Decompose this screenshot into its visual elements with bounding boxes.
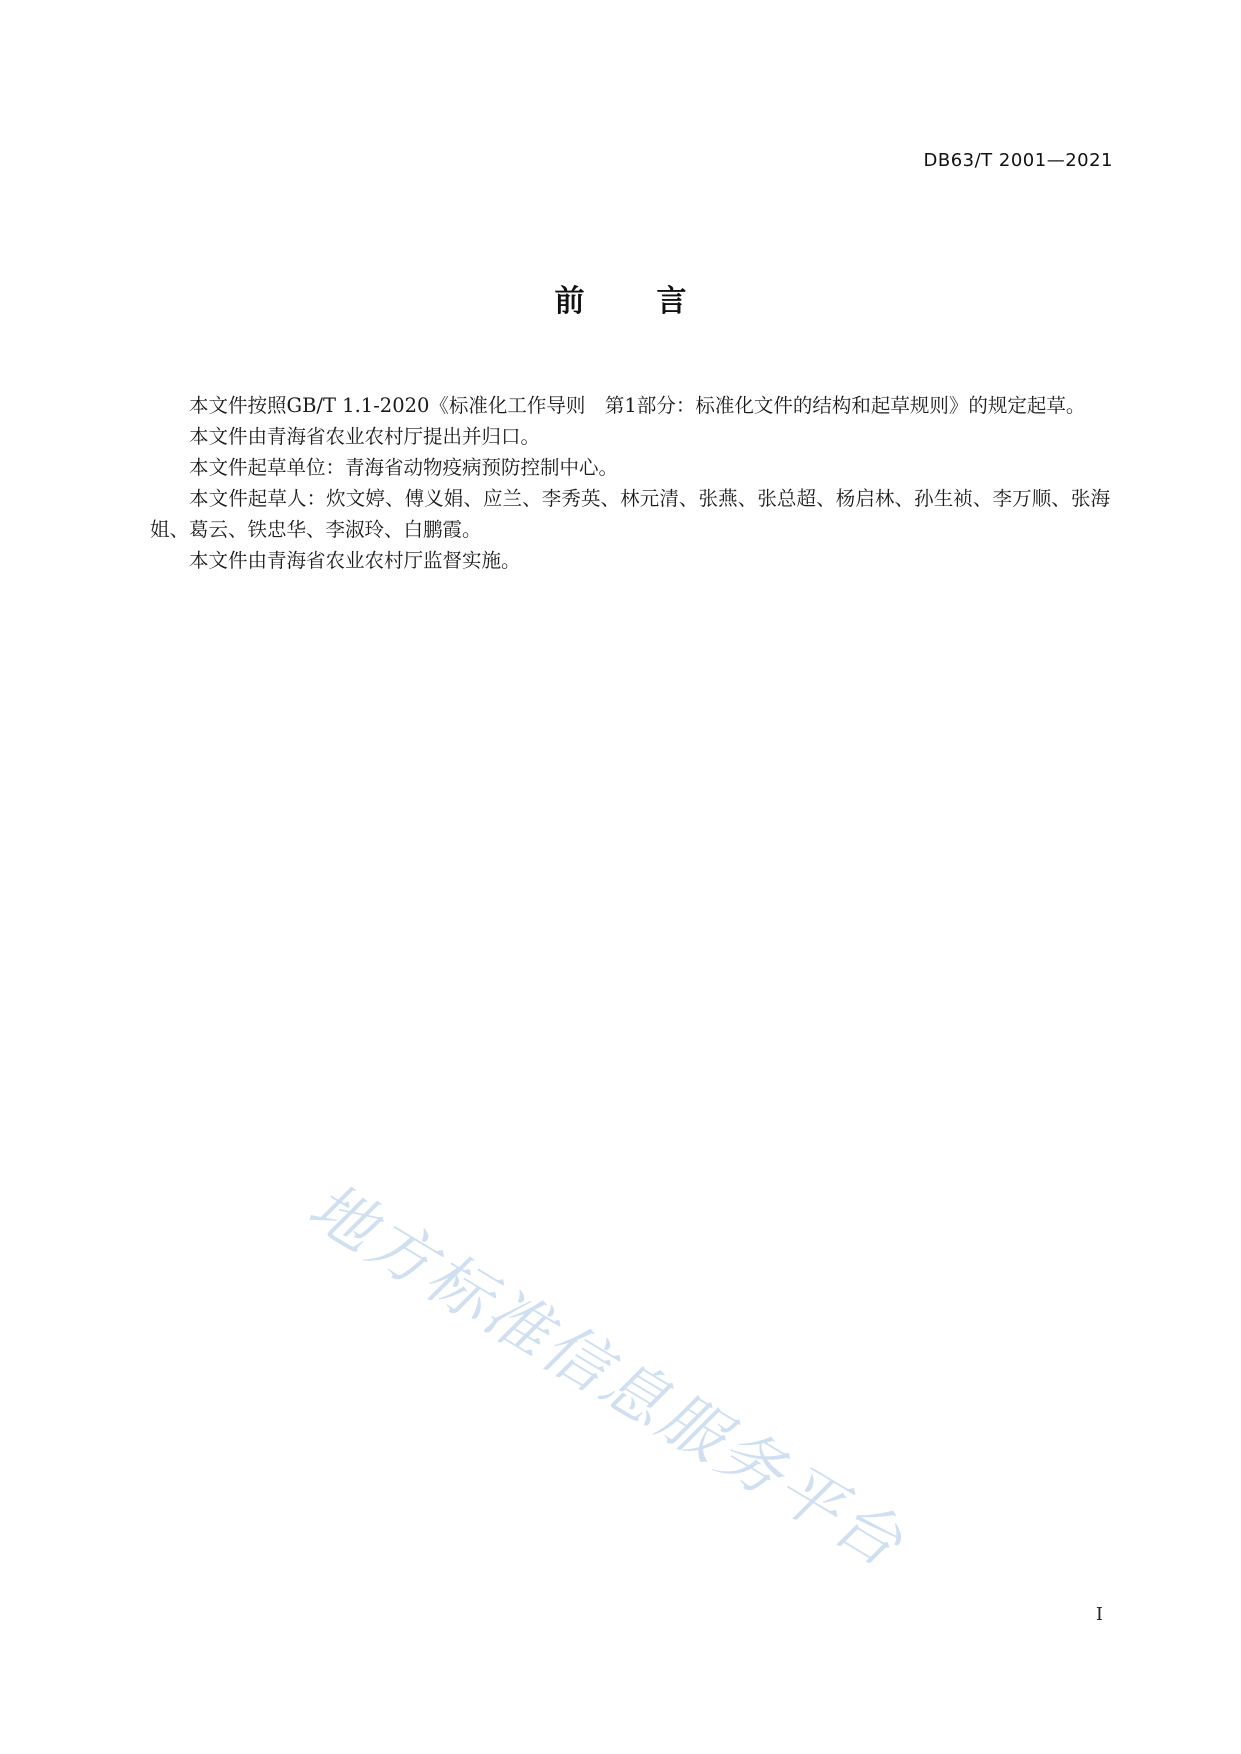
paragraph-supervisor: 本文件由青海省农业农村厅监督实施。 bbox=[189, 549, 521, 572]
document-code: DB63/T 2001—2021 bbox=[923, 150, 1113, 171]
title-part-2: 言 bbox=[656, 284, 687, 319]
paragraph-drafters: 本文件起草人：炊文婷、傅义娟、应兰、李秀英、林元清、张燕、张总超、杨启林、孙生祯、李万顺、张海姐、葛云、铁忠华、李淑玲、白鹏霞。 bbox=[150, 487, 1110, 541]
foreword-body bbox=[150, 390, 1110, 576]
paragraph-standard-basis: 本文件按照GB/T 1.1-2020《标准化工作导则 第1部分：标准化文件的结构和起草规则》的规定起草。 bbox=[189, 394, 1086, 417]
paragraph-proposer: 本文件由青海省农业农村厅提出并归口。 bbox=[189, 425, 541, 448]
page-number: I bbox=[1095, 1604, 1103, 1625]
title-part-1: 前 bbox=[554, 284, 585, 319]
page-title bbox=[0, 276, 1241, 320]
watermark: 地方标准信息服务平台 bbox=[295, 1169, 917, 1584]
paragraph-drafting-unit: 本文件起草单位：青海省动物疫病预防控制中心。 bbox=[189, 456, 619, 479]
